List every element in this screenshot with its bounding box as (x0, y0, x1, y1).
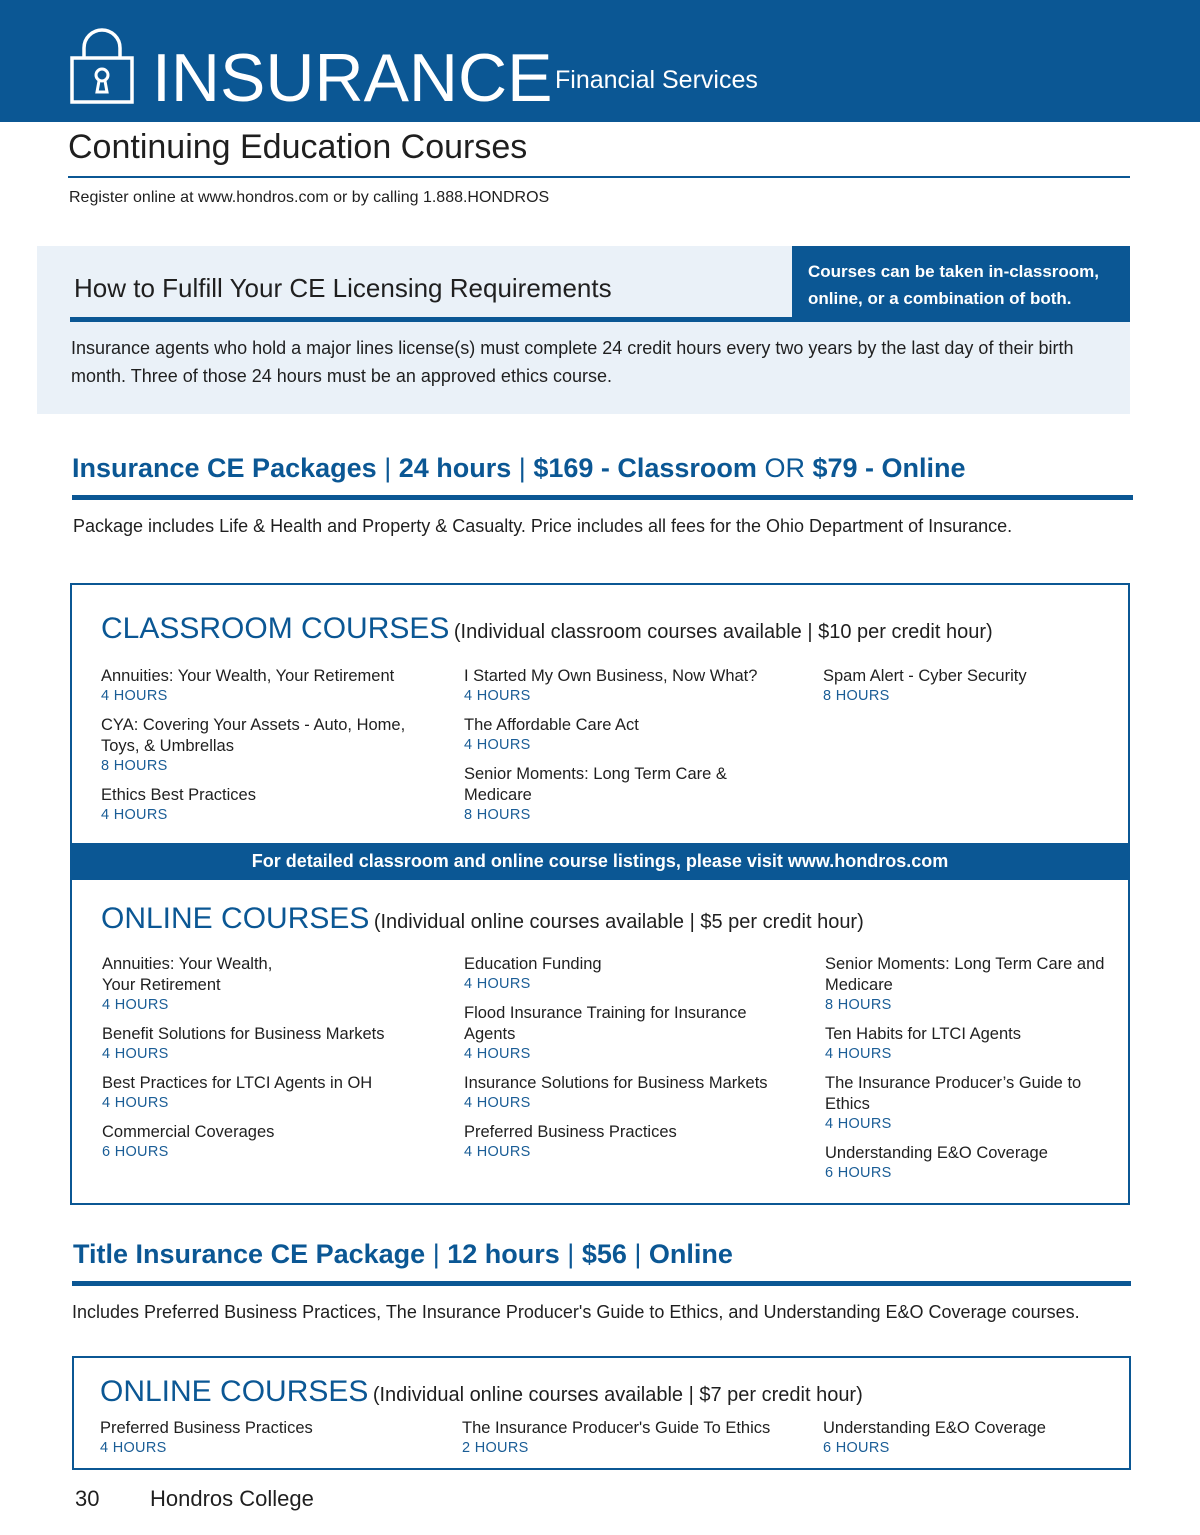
course-item (825, 954, 1105, 1015)
course-name: Understanding E&O Coverage (823, 1419, 1046, 1437)
course-name: Senior Moments: Long Term Care & Medicare (464, 765, 727, 804)
course-hours: 8 HOURS (825, 997, 892, 1013)
course-item (464, 764, 744, 825)
course-hours: 4 HOURS (825, 1116, 892, 1132)
course-item (464, 1003, 779, 1064)
course-item (102, 1024, 442, 1064)
course-hours: 8 HOURS (823, 688, 890, 704)
course-item (464, 954, 799, 994)
course-item (825, 1024, 1115, 1064)
course-name: Annuities: Your Wealth, Your Retirement (102, 955, 273, 994)
course-hours: 4 HOURS (464, 976, 531, 992)
course-name: Best Practices for LTCI Agents in OH (102, 1074, 373, 1092)
course-item (825, 1073, 1090, 1134)
online-note: (Individual online courses available | $5 per credit hour) (373, 911, 864, 933)
course-item (101, 666, 451, 706)
ce-package-name: Insurance CE Packages (72, 453, 377, 483)
online-column-2 (464, 954, 799, 1171)
title-online-column-1 (100, 1418, 440, 1467)
course-name: Commercial Coverages (102, 1123, 275, 1141)
course-hours: 6 HOURS (823, 1440, 890, 1456)
brand-subtitle: Financial Services (555, 66, 758, 94)
course-name: The Insurance Producer’s Guide to Ethics (825, 1074, 1082, 1113)
course-hours: 4 HOURS (464, 1095, 531, 1111)
course-hours: 4 HOURS (464, 688, 531, 704)
online-section-title (101, 902, 864, 936)
course-hours: 4 HOURS (101, 807, 168, 823)
page-number: 30 (75, 1486, 100, 1511)
requirements-callout: Courses can be taken in-classroom, online, or a combination of both. (792, 246, 1130, 322)
course-item (101, 715, 441, 776)
course-name: Spam Alert - Cyber Security (823, 667, 1027, 685)
requirements-title: How to Fulfill Your CE Licensing Requirements (74, 273, 612, 303)
course-item (101, 785, 451, 825)
title-online-title: ONLINE COURSES (100, 1375, 369, 1408)
course-hours: 4 HOURS (464, 737, 531, 753)
lock-icon (70, 28, 134, 104)
course-name: Flood Insurance Training for Insurance Agents (464, 1004, 747, 1043)
course-item (100, 1418, 440, 1458)
course-item (825, 1143, 1115, 1183)
course-hours: 6 HOURS (102, 1144, 169, 1160)
course-hours: 8 HOURS (101, 758, 168, 774)
page-title: Continuing Education Courses (68, 128, 528, 166)
ce-package-price-online: $79 - Online (812, 453, 966, 483)
ce-package-hours: 24 hours (398, 453, 512, 483)
ce-package-or: OR (764, 453, 805, 483)
title-package-divider (72, 1281, 1131, 1286)
classroom-column-2 (464, 666, 794, 834)
title-package-price: $56 (581, 1239, 627, 1269)
course-item (823, 666, 1113, 706)
course-hours: 4 HOURS (102, 1095, 169, 1111)
course-hours: 8 HOURS (464, 807, 531, 823)
course-item (464, 1122, 799, 1162)
title-package-description: Includes Preferred Business Practices, The Insurance Producer's Guide to Ethics, and Understanding E&O Coverage courses. (72, 1302, 1080, 1322)
requirements-body: Insurance agents who hold a major lines license(s) must complete 24 credit hours every two years by the last day of their birth month. Three of those 24 hours must be an approved ethics course. (71, 338, 1074, 386)
title-online-column-3 (823, 1418, 1123, 1467)
course-name: Preferred Business Practices (100, 1419, 313, 1437)
course-item (464, 666, 794, 706)
online-column-1 (102, 954, 442, 1171)
course-name: Benefit Solutions for Business Markets (102, 1025, 385, 1043)
classroom-title: CLASSROOM COURSES (101, 612, 450, 645)
ce-package-price-classroom: $169 - Classroom (533, 453, 757, 483)
online-column-3 (825, 954, 1115, 1192)
course-item (102, 1122, 442, 1162)
online-title: ONLINE COURSES (101, 902, 370, 935)
course-hours: 6 HOURS (825, 1165, 892, 1181)
course-name: Preferred Business Practices (464, 1123, 677, 1141)
course-item (102, 1073, 442, 1113)
ce-package-description: Package includes Life & Health and Property & Casualty. Price includes all fees for the Ohio Department of Insurance. (73, 516, 1013, 536)
publisher-name: Hondros College (150, 1486, 314, 1511)
header-banner (0, 0, 1200, 122)
classroom-note: (Individual classroom courses available | $10 per credit hour) (453, 621, 993, 643)
course-hours: 4 HOURS (100, 1440, 167, 1456)
course-hours: 4 HOURS (825, 1046, 892, 1062)
course-name: Ten Habits for LTCI Agents (825, 1025, 1021, 1043)
course-item (823, 1418, 1123, 1458)
title-online-section-title (100, 1375, 863, 1409)
course-hours: 4 HOURS (101, 688, 168, 704)
course-name: Understanding E&O Coverage (825, 1144, 1048, 1162)
course-hours: 2 HOURS (462, 1440, 529, 1456)
title-package-name: Title Insurance CE Package (73, 1239, 426, 1269)
course-hours: 4 HOURS (464, 1144, 531, 1160)
heading-separator: | (567, 1239, 575, 1269)
title-package-hours: 12 hours (447, 1239, 560, 1269)
heading-separator: | (432, 1239, 440, 1269)
ce-package-divider (72, 495, 1133, 500)
heading-separator: | (634, 1239, 642, 1269)
course-name: Senior Moments: Long Term Care and Medicare (825, 955, 1105, 994)
course-name: CYA: Covering Your Assets - Auto, Home, Toys, & Umbrellas (101, 716, 406, 755)
brand-name: INSURANCE (152, 40, 553, 116)
course-item (102, 954, 302, 1015)
title-divider (68, 176, 1130, 178)
course-hours: 4 HOURS (102, 1046, 169, 1062)
course-name: Education Funding (464, 955, 602, 973)
course-name: Annuities: Your Wealth, Your Retirement (101, 667, 395, 685)
requirements-divider (70, 317, 1130, 322)
course-item (462, 1418, 802, 1458)
course-name: The Insurance Producer's Guide To Ethics (462, 1419, 771, 1437)
course-item (464, 1073, 799, 1113)
course-hours: 4 HOURS (464, 1046, 531, 1062)
heading-separator: | (384, 453, 392, 483)
classroom-column-1 (101, 666, 451, 834)
title-package-heading (73, 1239, 733, 1270)
course-listing-band: For detailed classroom and online course listings, please visit www.hondros.com (72, 843, 1128, 880)
course-name: I Started My Own Business, Now What? (464, 667, 758, 685)
heading-separator: | (518, 453, 526, 483)
classroom-section-title (101, 612, 993, 646)
course-name: Ethics Best Practices (101, 786, 256, 804)
course-hours: 4 HOURS (102, 997, 169, 1013)
classroom-column-3 (823, 666, 1113, 715)
title-online-column-2 (462, 1418, 802, 1467)
register-text: Register online at www.hondros.com or by calling 1.888.HONDROS (69, 189, 550, 206)
course-name: Insurance Solutions for Business Markets (464, 1074, 768, 1092)
course-name: The Affordable Care Act (464, 716, 639, 734)
title-online-note: (Individual online courses available | $7 per credit hour) (372, 1384, 863, 1406)
ce-package-heading (72, 453, 966, 484)
title-package-mode: Online (648, 1239, 733, 1269)
course-item (464, 715, 794, 755)
